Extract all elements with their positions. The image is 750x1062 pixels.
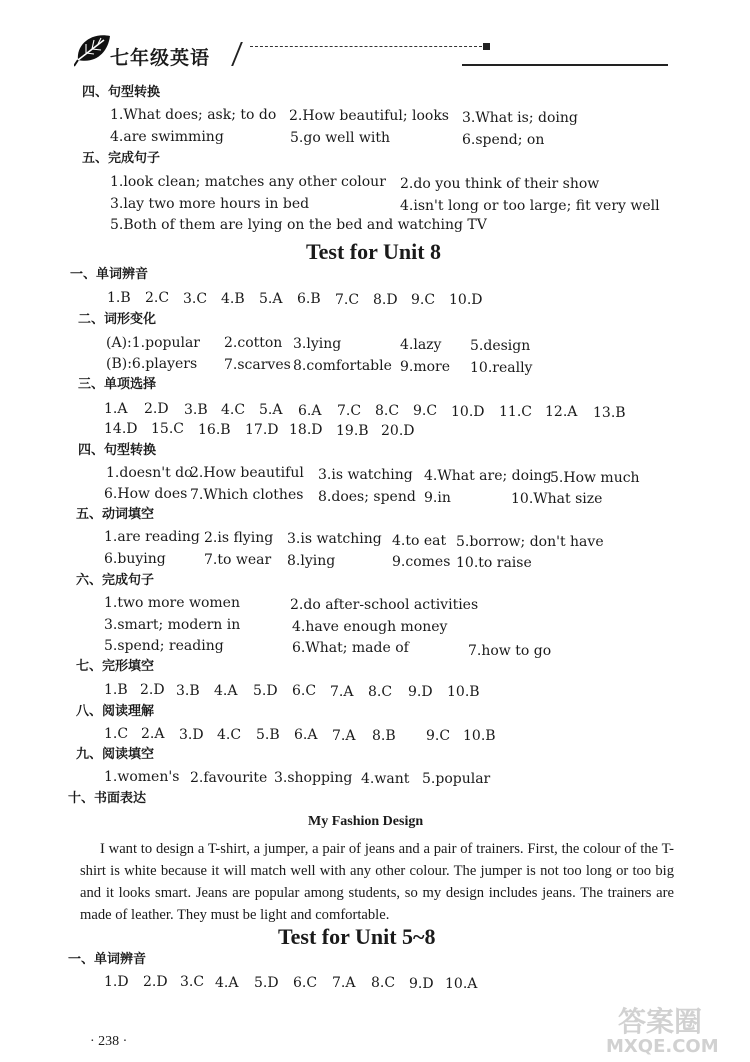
answer-item: 2.D — [143, 974, 168, 991]
answer-item: 11.C — [499, 404, 532, 420]
section-heading: 四、句型转换 — [82, 85, 161, 100]
test-title: Test for Unit 5~8 — [278, 924, 436, 949]
header-dashed-line — [250, 46, 482, 47]
answer-item: 12.A — [545, 404, 578, 421]
section-heading: 八、阅读理解 — [76, 704, 155, 719]
answer: 5.Both of them are lying on the bed and watching TV — [110, 217, 487, 233]
answer-item: 6.A — [294, 727, 318, 744]
answer-item: 3.shopping — [274, 770, 353, 787]
answer-item: 4.A — [214, 682, 238, 699]
answer-item: 2.favourite — [190, 769, 268, 786]
answer: 7.Which clothes — [190, 487, 304, 503]
answer: 8.lying — [287, 553, 336, 569]
answer: 3.smart; modern in — [104, 617, 241, 633]
answer: 2.do after-school activities — [290, 597, 479, 613]
answer: 1.doesn't do — [106, 465, 193, 481]
answer-item: 17.D — [245, 421, 279, 438]
watermark-url: MXQE.COM — [606, 1036, 719, 1057]
answer: 1.look clean; matches any other colour — [110, 174, 386, 190]
answer-item: 3.C — [183, 290, 208, 307]
answer: 4.What are; doing — [424, 468, 552, 484]
header-underline — [462, 64, 668, 66]
answer-item: 1.A — [104, 401, 128, 417]
answer: 5.go well with — [290, 130, 390, 146]
answer-item: 7.A — [332, 727, 356, 744]
answer: 7.to wear — [204, 552, 272, 568]
answer: 9.comes — [392, 554, 451, 570]
answer-item: 10.A — [445, 975, 478, 992]
header-end-marker — [483, 43, 490, 50]
leaf-icon — [74, 30, 114, 68]
answer-item: 7.A — [330, 683, 354, 700]
answer-item: 16.B — [198, 421, 231, 438]
answer: 8.comfortable — [293, 358, 392, 374]
answer: 3.What is; doing — [462, 110, 578, 126]
answer-item: 6.B — [297, 291, 321, 308]
answer: 5.borrow; don't have — [456, 534, 604, 550]
answer-item: 8.C — [368, 683, 393, 700]
answer-item: 5.A — [259, 291, 283, 307]
answer-item: 10.D — [449, 292, 483, 309]
answer: 2.cotton — [224, 335, 283, 351]
answer-item: 3.B — [184, 401, 208, 418]
answer: 3.lying — [293, 336, 342, 352]
essay-title: My Fashion Design — [308, 814, 424, 829]
answer-item: 10.D — [451, 403, 485, 420]
answer: 4.isn't long or too large; fit very well — [400, 198, 660, 214]
answer-item: 9.D — [409, 975, 434, 992]
answer: 9.in — [424, 490, 451, 506]
section-heading: 九、阅读填空 — [76, 747, 155, 762]
answer-item: 4.A — [215, 974, 239, 991]
answer-item: 3.D — [179, 726, 204, 743]
answer-item: 3.C — [180, 974, 205, 991]
answer-item: 1.C — [104, 726, 129, 742]
answer: 1.What does; ask; to do — [110, 107, 277, 123]
answer-item: 1.B — [107, 290, 131, 306]
answer: 5.spend; reading — [104, 638, 224, 654]
answer: 6.What; made of — [292, 640, 409, 656]
answer: 4.are swimming — [110, 129, 224, 145]
page-number: · 238 · — [90, 1034, 128, 1049]
answer-item: 5.D — [253, 683, 278, 699]
book-title: 七年级英语 — [110, 47, 211, 69]
answer-item: 10.B — [447, 684, 480, 701]
section-heading: 一、单词辨音 — [68, 952, 147, 967]
answer: 7.how to go — [468, 643, 552, 659]
answer-item: 2.A — [141, 726, 165, 743]
answer: 3.lay two more hours in bed — [110, 196, 310, 212]
answer: 10.to raise — [456, 555, 532, 571]
answer-item: 13.B — [593, 404, 626, 421]
answer: (A):1.popular — [106, 335, 200, 351]
test-title: Test for Unit 8 — [306, 239, 442, 264]
answer: 6.How does — [104, 486, 188, 502]
answer-item: 6.A — [298, 402, 322, 419]
answer-item: 9.C — [411, 292, 436, 308]
answer: 6.buying — [104, 551, 166, 567]
section-heading: 二、词形变化 — [78, 312, 157, 327]
answer-item: 5.A — [259, 402, 283, 419]
section-heading: 七、完形填空 — [76, 659, 155, 674]
answer-item: 8.D — [373, 291, 398, 308]
section-heading: 四、句型转换 — [78, 443, 157, 458]
answer: 5.design — [470, 338, 531, 354]
answer-item: 8.C — [375, 403, 400, 420]
answer-item: 2.D — [144, 401, 169, 418]
answer-item: 2.D — [140, 682, 165, 699]
answer-item: 20.D — [381, 422, 415, 439]
answer: 1.are reading — [104, 529, 200, 545]
answer: 4.have enough money — [292, 619, 448, 635]
answer-item: 6.C — [293, 975, 318, 991]
answer-item: 8.B — [372, 727, 396, 744]
answer-item: 3.B — [176, 682, 200, 699]
answer-item: 18.D — [289, 422, 323, 439]
answer-item: 4.B — [221, 290, 245, 307]
answer: 4.lazy — [400, 337, 442, 353]
answer-item: 8.C — [371, 975, 396, 992]
answer-item: 1.women's — [104, 769, 180, 785]
answer-item: 2.C — [145, 290, 170, 307]
section-heading: 五、动词填空 — [76, 507, 155, 522]
answer-item: 9.C — [426, 728, 451, 744]
answer: 3.is watching — [318, 467, 413, 483]
essay-paragraph: I want to design a T-shirt, a jumper, a pair of jeans and a pair of trainers. First, the colour of the T-shirt is white because it will match well with any other colour. The jumper is not too long or too big and it looks smart. Jeans are popular among students, so my design includes jeans. The trainers are made of leather. They must be light and comfortable. — [80, 841, 674, 923]
answer-item: 1.B — [104, 682, 128, 698]
answer: 7.scarves — [224, 357, 291, 373]
watermark-logo: 答案圈 — [618, 1005, 703, 1038]
answer: 4.to eat — [392, 533, 447, 549]
section-heading: 一、单词辨音 — [70, 267, 149, 282]
answer-item: 5.D — [254, 974, 279, 991]
header-slash — [231, 42, 243, 66]
answer-item: 6.C — [292, 683, 317, 700]
answer-item: 9.D — [408, 684, 433, 700]
answer-item: 19.B — [336, 422, 369, 439]
answer: (B):6.players — [106, 356, 198, 372]
answer-item: 10.B — [463, 728, 496, 745]
answer: 2.is flying — [204, 530, 274, 546]
answer: 8.does; spend — [318, 489, 416, 505]
answer: 5.How much — [550, 470, 640, 486]
section-heading: 五、完成句子 — [82, 151, 161, 166]
answer-item: 1.D — [104, 974, 129, 990]
answer: 2.do you think of their show — [400, 176, 600, 192]
answer: 10.really — [470, 360, 533, 376]
section-heading: 十、书面表达 — [68, 791, 147, 806]
answer: 9.more — [400, 359, 451, 375]
answer: 2.How beautiful — [190, 465, 304, 481]
answer-item: 5.popular — [422, 771, 491, 788]
answer-item: 4.C — [217, 726, 242, 743]
answer: 3.is watching — [287, 531, 382, 547]
answer: 6.spend; on — [462, 132, 545, 148]
answer-item: 4.C — [221, 401, 246, 418]
answer-item: 7.C — [337, 402, 362, 419]
section-heading: 六、完成句子 — [76, 573, 155, 588]
answer: 10.What size — [511, 491, 603, 507]
answer-item: 14.D — [104, 421, 138, 437]
answer-item: 4.want — [361, 770, 410, 787]
answer-item: 9.C — [413, 403, 438, 420]
answer-item: 7.A — [332, 975, 356, 992]
answer-item: 7.C — [335, 291, 360, 308]
answer: 1.two more women — [104, 595, 240, 611]
answer-item: 5.B — [256, 727, 280, 743]
section-heading: 三、单项选择 — [78, 377, 157, 392]
answer-item: 15.C — [151, 421, 184, 438]
answer: 2.How beautiful; looks — [289, 108, 449, 124]
